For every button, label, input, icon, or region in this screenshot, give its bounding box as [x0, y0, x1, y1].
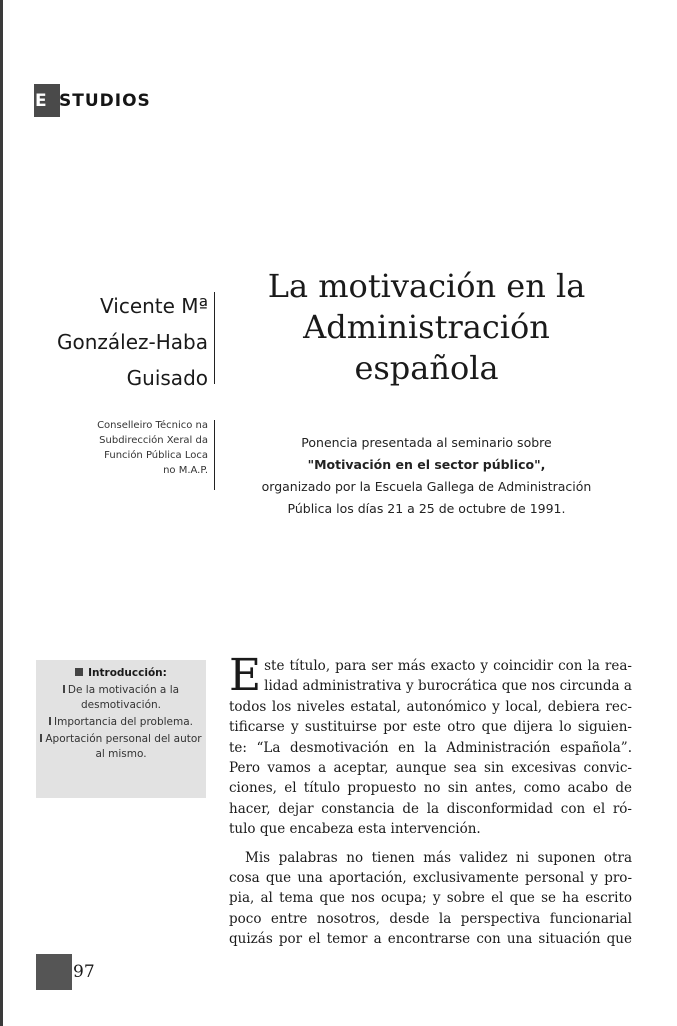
body-line: te: “La desmotivación en la Administración española”. — [229, 739, 632, 756]
body-line: tulo que encabeza esta intervención. — [229, 821, 481, 838]
author-name-line: González-Haba — [57, 330, 208, 354]
summary-item: Aportación personal del autor al mismo. — [36, 732, 206, 762]
title-line: Administración — [303, 308, 550, 346]
section-label-rest: STUDIOS — [59, 91, 151, 111]
body-line: cosa que una aportación, exclusivamente personal y pro- — [229, 870, 632, 887]
author-role-line: no M.A.P. — [163, 465, 208, 476]
subtitle-line: organizado por la Escuela Gallega de Administración — [261, 479, 592, 494]
bar-bullet-icon — [40, 734, 42, 742]
subtitle-line: Ponencia presentada al seminario sobre — [301, 435, 552, 450]
title-line: española — [354, 349, 499, 387]
body-line: quizás por el temor a encontrarse con una situación que — [229, 931, 632, 948]
body-line: Pero vamos a aceptar, aunque sea sin excesivas convic- — [229, 760, 632, 777]
summary-box — [36, 660, 206, 798]
author-name-line: Guisado — [126, 366, 208, 390]
author-role — [28, 418, 208, 478]
section-first-letter: E — [35, 91, 48, 111]
subtitle-seminar-name: "Motivación en el sector público", — [307, 457, 546, 472]
page-number-box — [36, 954, 72, 990]
body-line: hacer, dejar constancia de la disconformidad con el ró- — [229, 800, 632, 817]
drop-cap: E — [229, 650, 262, 701]
body-line: lidad administrativa y burocrática que nos circunda a — [264, 678, 632, 695]
body-line: pia, al tema que nos ocupa; y sobre el que se ha escrito — [229, 890, 632, 907]
body-line: ciones, el título propuesto no sin antes, como acabo de — [229, 780, 632, 797]
page-number: 97 — [73, 962, 95, 982]
summary-item: De la motivación a la desmotivación. — [36, 683, 206, 713]
paragraph-2 — [229, 848, 632, 950]
author-divider — [214, 292, 215, 384]
body-line: poco entre nosotros, desde la perspectiva funcionarial — [229, 910, 632, 927]
summary-item: Importancia del problema. — [36, 715, 206, 730]
author-name-line: Vicente Mª — [100, 294, 208, 318]
section-label — [35, 91, 151, 111]
bar-bullet-icon — [49, 717, 51, 725]
title-line: La motivación en la — [267, 267, 586, 305]
author-role-line: Subdirección Xeral da — [99, 435, 208, 446]
role-divider — [214, 420, 215, 490]
body-line: Mis palabras no tienen más validez ni suponen otra — [245, 849, 632, 866]
body-line: todos los niveles estatal, autonómico y local, debiera rec- — [229, 698, 632, 715]
body-line: ste título, para ser más exacto y coincidir con la rea- — [264, 658, 632, 674]
subtitle-line: Pública los días 21 a 25 de octubre de 1991. — [287, 501, 566, 516]
bar-bullet-icon — [63, 685, 65, 693]
article-title — [234, 266, 619, 389]
body-text — [229, 650, 632, 950]
page-edge-rule — [0, 0, 3, 1026]
paragraph-1 — [229, 650, 632, 840]
author-role-line: Función Pública Loca — [104, 450, 208, 461]
author-role-line: Conselleiro Técnico na — [97, 420, 208, 431]
article-subtitle — [234, 432, 619, 520]
square-bullet-icon — [75, 668, 83, 676]
body-line: tificarse y sustituirse por este otro que dijera lo siguien- — [229, 719, 632, 736]
summary-heading: Introducción: — [36, 666, 206, 681]
author-name — [0, 288, 208, 396]
